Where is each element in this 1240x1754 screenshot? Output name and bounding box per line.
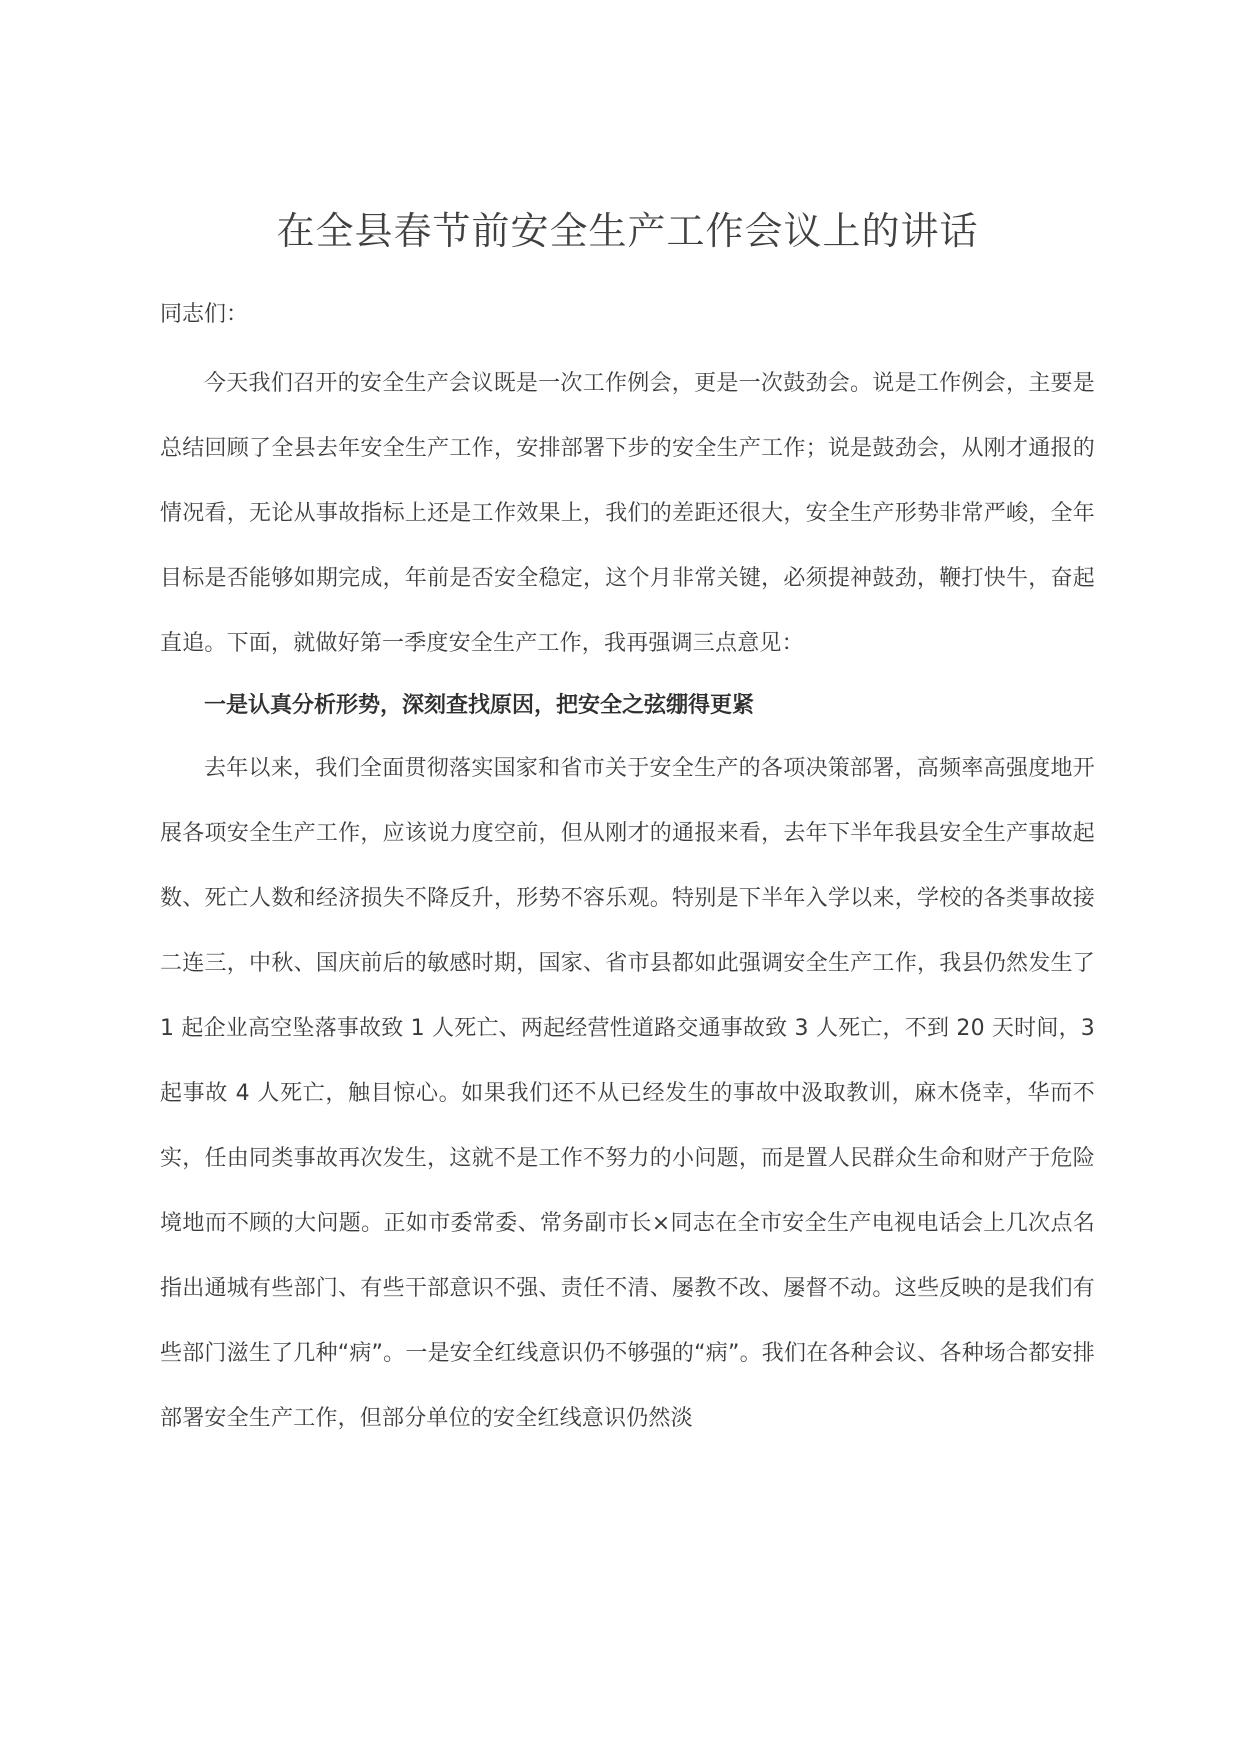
salutation: 同志们： [160,302,249,327]
paragraph-analysis: 去年以来，我们全面贯彻落实国家和省市关于安全生产的各项决策部署，高频率高强度地开展各项安全生产工作，应该说力度空前，但从刚才的通报来看，去年下半年我县安全生产事故起数、死亡人数和经济损失不降反升，形势不容乐观。特别是下半年入学以来，学校的各类事故接二连三，中秋、国庆前后的敏感时期，国家、省市县都如此强调安全生产工作，我县仍然发生了 1 起企业高空坠落事故致 1 人死亡、两起经营性道路交通事故致 3 人死亡，不到 20 天时间，3 起事故 4 人死亡，触目惊心。如果我们还不从已经发生的事故中汲取教训，麻木侥幸，华而不实，任由同类事故再次发生，这就不是工作不努力的小问题，而是置人民群众生命和财产于危险境地而不顾的大问题。正如市委常委、常务副市长×同志在全市安全生产电视电话会上几次点名指出通城有些部门、有些干部意识不强、责任不清、屡教不改、屡督不动。这些反映的是我们有些部门滋生了几种“病”。一是安全红线意识仍不够强的“病”。我们在各种会议、各种场合都安排部署安全生产工作，但部分单位的安全红线意识仍然淡 [160,756,1095,1431]
section-heading-one: 一是认真分析形势，深刻查找原因，把安全之弦绷得更紧 [204,693,755,718]
paragraph-intro: 今天我们召开的安全生产会议既是一次工作例会，更是一次鼓劲会。说是工作例会，主要是总结回顾了全县去年安全生产工作，安排部署下步的安全生产工作；说是鼓劲会，从刚才通报的情况看，无论从事故指标上还是工作效果上，我们的差距还很大，安全生产形势非常严峻，全年目标是否能够如期完成，年前是否安全稳定，这个月非常关键，必须提神鼓劲，鞭打快牛，奋起直追。下面，就做好第一季度安全生产工作，我再强调三点意见： [160,371,1095,656]
document-title: 在全县春节前安全生产工作会议上的讲话 [276,209,979,253]
document-page [160,200,1095,1451]
